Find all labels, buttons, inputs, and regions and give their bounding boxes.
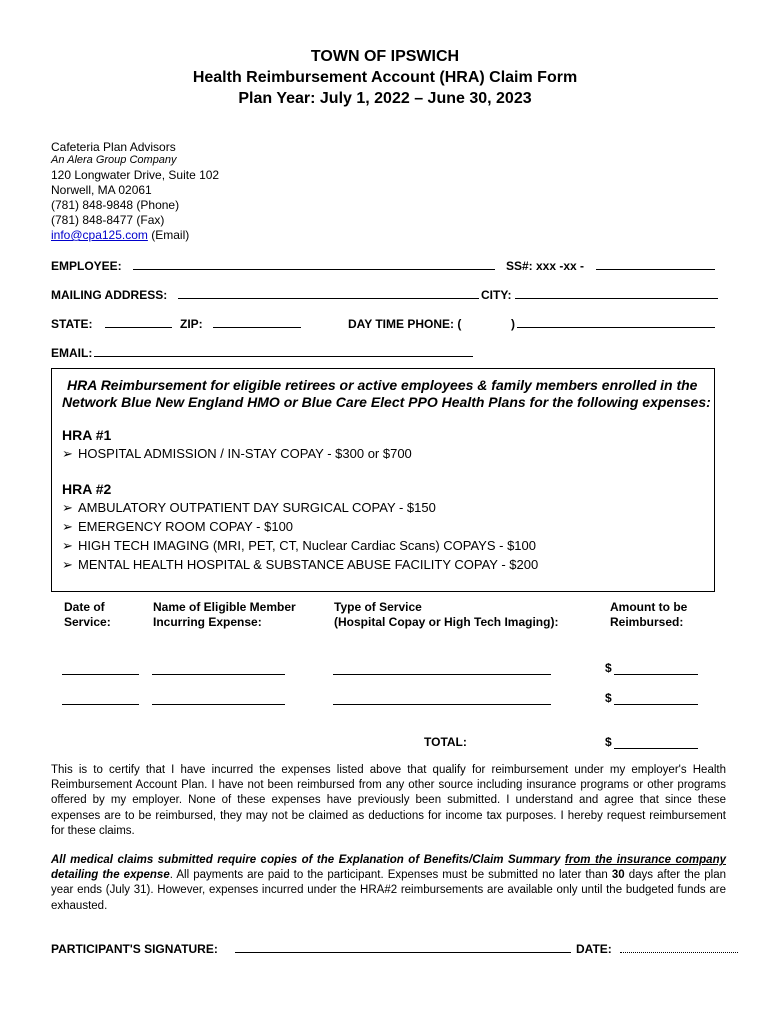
arrow-bullet-icon: ➢ (62, 538, 73, 553)
eligibility-intro-line1: HRA Reimbursement for eligible retirees or active employees & family members enrolled in the (67, 377, 698, 393)
administrator-street: 120 Longwater Drive, Suite 102 (51, 168, 220, 182)
hra2-title: HRA #2 (62, 481, 112, 497)
claim-row1-member-field[interactable] (152, 663, 285, 675)
day-phone-field[interactable] (517, 316, 715, 328)
signature-field[interactable] (235, 941, 571, 953)
eligibility-intro-line2: Network Blue New England HMO or Blue Care Elect PPO Health Plans for the following expenses: (62, 394, 711, 410)
day-phone-label: DAY TIME PHONE: ( (348, 317, 462, 331)
email-field[interactable] (94, 345, 473, 357)
claim-row2-service-field[interactable] (333, 693, 551, 705)
ss-label: SS#: xxx -xx - (506, 259, 585, 273)
col-service-header: Type of Service (Hospital Copay or High Tech Imaging): (334, 600, 559, 629)
arrow-bullet-icon: ➢ (62, 557, 73, 572)
col-member-header: Name of Eligible Member Incurring Expense: (153, 600, 296, 629)
requirements-text: All medical claims submitted require copies of the Explanation of Benefits/Claim Summary from the insurance company detailing the expense. All payments are paid to the participant. Expenses must be submitted no later than 30 days after the plan year ends (July 31). However, expenses incurred under the HRA#2 reimbursements are available only until the budgeted funds are exhausted. (51, 854, 727, 912)
arrow-bullet-icon: ➢ (62, 519, 73, 534)
list-item: ➢ HIGH TECH IMAGING (MRI, PET, CT, Nuclear Cardiac Scans) COPAYS - $100 (62, 538, 536, 553)
administrator-phone: (781) 848-9848 (Phone) (51, 198, 180, 212)
employee-label: EMPLOYEE: (51, 259, 122, 273)
certification-text: This is to certify that I have incurred the expenses listed above that qualify for reimbursement under my employer's Health Reimbursement Account Plan. I have not been reimbursed from any other source including insurance programs or other programs offered by my employer. None of these expenses have previously been submitted. I understand and agree that since these expenses are to be reimbursed, they may not be claimed as deductions for income tax purposes. I hereby request reimbursement for these claims. (51, 764, 726, 837)
ss-field[interactable] (596, 258, 715, 270)
employee-field[interactable] (133, 258, 495, 270)
city-label: CITY: (481, 288, 512, 302)
email-label: EMAIL: (51, 346, 93, 360)
claim-row1-service-field[interactable] (333, 663, 551, 675)
administrator-name: Cafeteria Plan Advisors (51, 140, 176, 154)
claim-row2-date-field[interactable] (62, 693, 139, 705)
mailing-address-field[interactable] (178, 287, 479, 299)
claim-row1-amount-field[interactable] (614, 663, 698, 675)
zip-label: ZIP: (180, 317, 203, 331)
administrator-city: Norwell, MA 02061 (51, 183, 152, 197)
signature-label: PARTICIPANT'S SIGNATURE: (51, 942, 218, 956)
administrator-fax: (781) 848-8477 (Fax) (51, 213, 165, 227)
mailing-address-label: MAILING ADDRESS: (51, 288, 168, 302)
arrow-bullet-icon: ➢ (62, 500, 73, 515)
date-label: DATE: (576, 942, 612, 956)
claim-row2-member-field[interactable] (152, 693, 285, 705)
list-item: ➢ MENTAL HEALTH HOSPITAL & SUBSTANCE ABUSE FACILITY COPAY - $200 (62, 557, 539, 572)
hra1-title: HRA #1 (62, 427, 112, 443)
claim-row2-amount-field[interactable] (614, 693, 698, 705)
date-field[interactable] (620, 941, 738, 953)
col-amount-header: Amount to be Reimbursed: (610, 600, 688, 629)
email-suffix: (Email) (147, 228, 190, 242)
total-label: TOTAL: (424, 735, 467, 749)
claim-row1-currency: $ (605, 661, 612, 675)
claim-row1-date-field[interactable] (62, 663, 139, 675)
form-town-title: TOWN OF IPSWICH (310, 48, 460, 65)
administrator-email (51, 228, 189, 242)
email-link[interactable]: info@cpa125.com (51, 228, 148, 242)
arrow-bullet-icon: ➢ (62, 446, 73, 461)
list-item: ➢ HOSPITAL ADMISSION / IN-STAY COPAY - $300 or $700 (62, 446, 412, 461)
zip-field[interactable] (213, 316, 301, 328)
state-field[interactable] (105, 316, 172, 328)
col-date-header: Date of Service: (64, 600, 111, 629)
total-amount-field[interactable] (614, 737, 698, 749)
city-field[interactable] (515, 287, 718, 299)
state-label: STATE: (51, 317, 93, 331)
total-currency: $ (605, 735, 612, 749)
list-item: ➢ AMBULATORY OUTPATIENT DAY SURGICAL COPAY - $150 (62, 500, 436, 515)
plan-year: Plan Year: July 1, 2022 – June 30, 2023 (238, 90, 532, 107)
administrator-tagline: An Alera Group Company (51, 154, 177, 166)
day-phone-close: ) (511, 317, 515, 331)
list-item: ➢ EMERGENCY ROOM COPAY - $100 (62, 519, 294, 534)
form-title: Health Reimbursement Account (HRA) Claim Form (192, 69, 578, 86)
claim-row2-currency: $ (605, 691, 612, 705)
